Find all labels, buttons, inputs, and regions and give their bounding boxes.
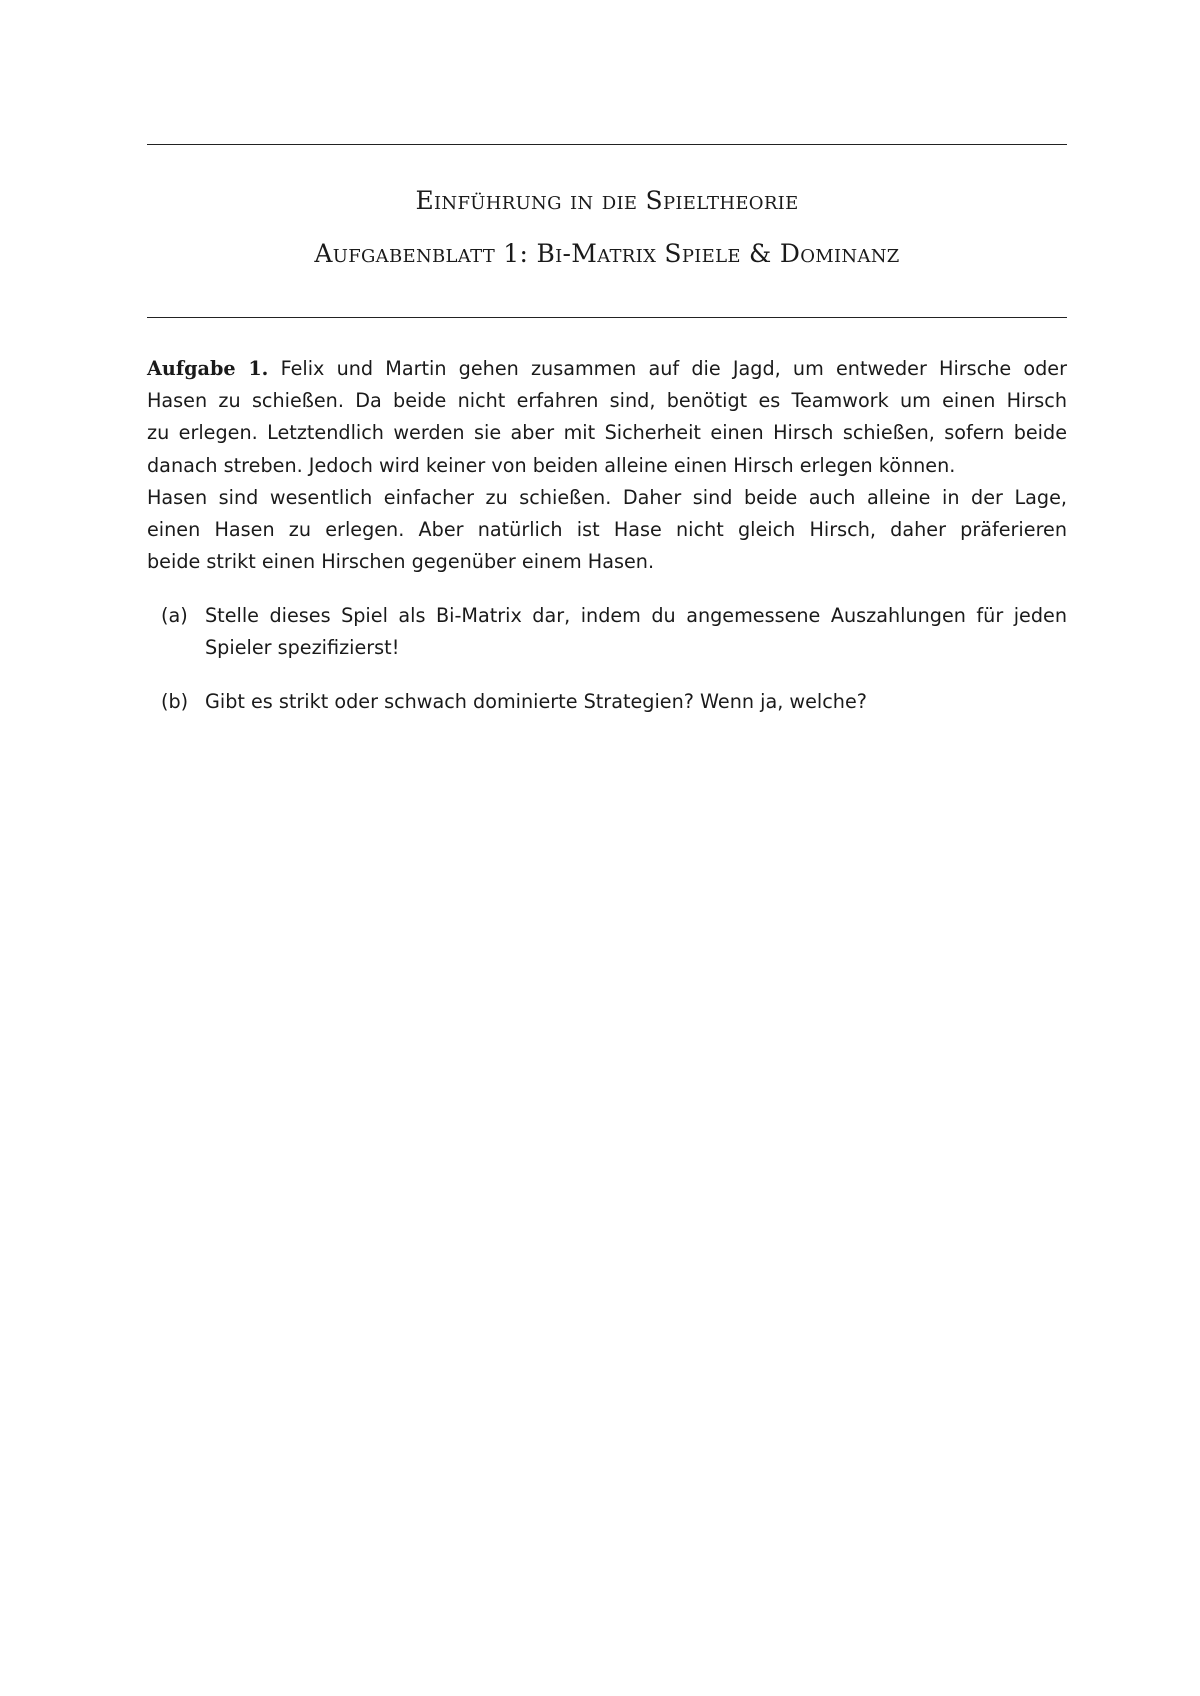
subtask-line: Gibt es strikt oder schwach dominierte Strategien? Wenn ja, welche?	[205, 690, 867, 714]
exercise-label: Aufgabe 1.	[147, 357, 269, 380]
exercise-line: zu erlegen. Letztendlich werden sie aber mit Sicherheit einen Hirsch schießen, sofern beide	[147, 421, 1067, 445]
subtask-item	[147, 686, 1067, 718]
bottom-rule	[147, 317, 1067, 318]
top-rule	[147, 144, 1067, 145]
subtask-line: Spieler spezifizierst!	[205, 636, 400, 660]
document-title: Einführung in die Spieltheorie	[415, 186, 799, 215]
subtask-line: Stelle dieses Spiel als Bi-Matrix dar, indem du angemessene Auszahlungen für jeden	[205, 604, 1067, 627]
subtask-list	[147, 600, 1067, 741]
subtask-marker: (b)	[161, 690, 189, 714]
exercise-line	[147, 353, 1067, 385]
exercise-line: danach streben. Jedoch wird keiner von beiden alleine einen Hirsch erlegen können.	[147, 453, 956, 477]
exercise-paragraph	[147, 353, 1067, 578]
exercise-text: Felix und Martin gehen zusammen auf die Jagd, um entweder Hirsche oder	[280, 357, 1067, 380]
exercise-line: beide strikt einen Hirschen gegenüber einem Hasen.	[147, 550, 655, 574]
document-subtitle: Aufgabenblatt 1: Bi-Matrix Spiele & Dominanz	[314, 239, 900, 268]
document-page	[147, 0, 1067, 1696]
subtask-item	[147, 600, 1067, 664]
subtask-marker: (a)	[161, 604, 188, 627]
exercise-line: Hasen sind wesentlich einfacher zu schießen. Daher sind beide auch alleine in der Lage,	[147, 485, 1067, 509]
exercise-line: einen Hasen zu erlegen. Aber natürlich ist Hase nicht gleich Hirsch, daher präferieren	[147, 518, 1067, 542]
exercise-line: Hasen zu schießen. Da beide nicht erfahren sind, benötigt es Teamwork um einen Hirsch	[147, 389, 1067, 413]
